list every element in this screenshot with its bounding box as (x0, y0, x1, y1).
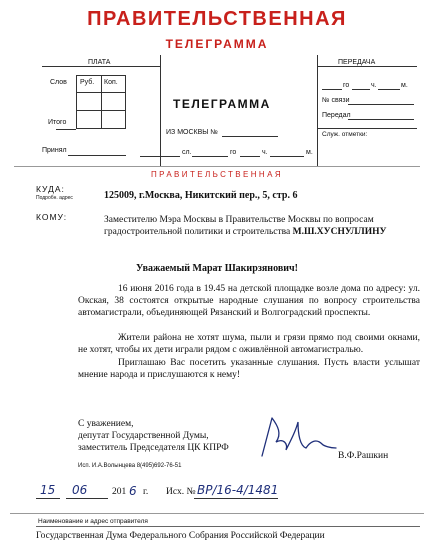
signer-name: В.Ф.Рашкин (338, 451, 389, 461)
recipient-name: М.Ш.ХУСНУЛЛИНУ (292, 227, 387, 237)
paragraph-2: Жители района не хотят шума, пыли и грязи прямо под своими окнами, не хотят, чтобы их дети играли рядом с оживлённой автомагистралью. (78, 333, 420, 355)
transmission-header: ПЕРЕДАЧА (338, 59, 376, 66)
outgoing-number-label: Исх. № (166, 487, 196, 497)
minute-label: м. (306, 149, 313, 156)
date-month: 06 (72, 483, 88, 497)
sender-label: Наименование и адрес отправителя (38, 518, 148, 525)
sent-by-label: Передал (322, 112, 351, 119)
total-label: Итого (48, 119, 67, 126)
paragraph-3: Приглашаю Вас посетить указанные слушания. Пусть власти услышат мнение народа и прислушаются к нему! (78, 358, 420, 380)
from-moscow-label: ИЗ МОСКВЫ № (166, 129, 218, 136)
outgoing-number: ВР/16-4/1481 (197, 483, 279, 497)
link-number-label: № связи (322, 97, 350, 104)
date-year-digit: 6 (129, 484, 137, 498)
fee-header: ПЛАТА (88, 59, 111, 66)
tx-day-label: го (343, 82, 350, 89)
date-day: 15 (40, 483, 56, 497)
signature-image (258, 408, 338, 466)
closing-greeting: С уважением, (78, 419, 134, 429)
words-count-label: сл. (182, 149, 192, 156)
year-suffix: г. (143, 487, 149, 497)
to-whom-label: КОМУ: (36, 212, 68, 222)
closing-title-2: заместитель Председателя ЦК КПРФ (78, 443, 229, 453)
detailed-address-label: Подробн. адрес (36, 195, 73, 201)
kop-label: Коп. (104, 79, 118, 86)
day-label: го (230, 149, 237, 156)
document-subtitle: ТЕЛЕГРАММА (165, 37, 269, 51)
rub-label: Руб. (80, 79, 95, 86)
accepted-label: Принял (42, 147, 67, 154)
salutation: Уважаемый Марат Шакирзянович! (136, 263, 298, 274)
words-label: Слов (50, 79, 67, 86)
government-band: ПРАВИТЕЛЬСТВЕННАЯ (150, 170, 284, 179)
recipient-position: Заместителю Мэра Москвы в Правительстве Москвы по вопросам градостроительной политики и строительства (104, 215, 374, 237)
closing-title-1: депутат Государственной Думы, (78, 431, 209, 441)
document-title: ПРАВИТЕЛЬСТВЕННАЯ (87, 8, 347, 30)
paragraph-1: 16 июня 2016 года в 19.45 на детской площадке возле дома по адресу: ул. Окская, 38 состоятся открытые народные слушания по вопросу строительства автомагистрали, объединяющей Рязанский и Волгоградский проспекты. (78, 284, 420, 318)
tx-minute-label: м. (401, 82, 408, 89)
recipient-address: 125009, г.Москва, Никитский пер., 5, стр. 6 (104, 190, 298, 201)
recipient-block (104, 214, 414, 238)
tx-hour-label: ч. (371, 82, 377, 89)
date-year-prefix: 201 (112, 487, 127, 497)
telegram-label: ТЕЛЕГРАММА (173, 97, 271, 111)
hour-label: ч. (262, 149, 268, 156)
service-marks-label: Служ. отметки: (322, 131, 368, 138)
to-where-label: КУДА: (36, 184, 65, 194)
executor-info: Исп. И.А.Волынцева 8(495)692-76-51 (78, 463, 182, 469)
sender-name: Государственная Дума Федерального Собрания Российской Федерации (36, 531, 325, 541)
